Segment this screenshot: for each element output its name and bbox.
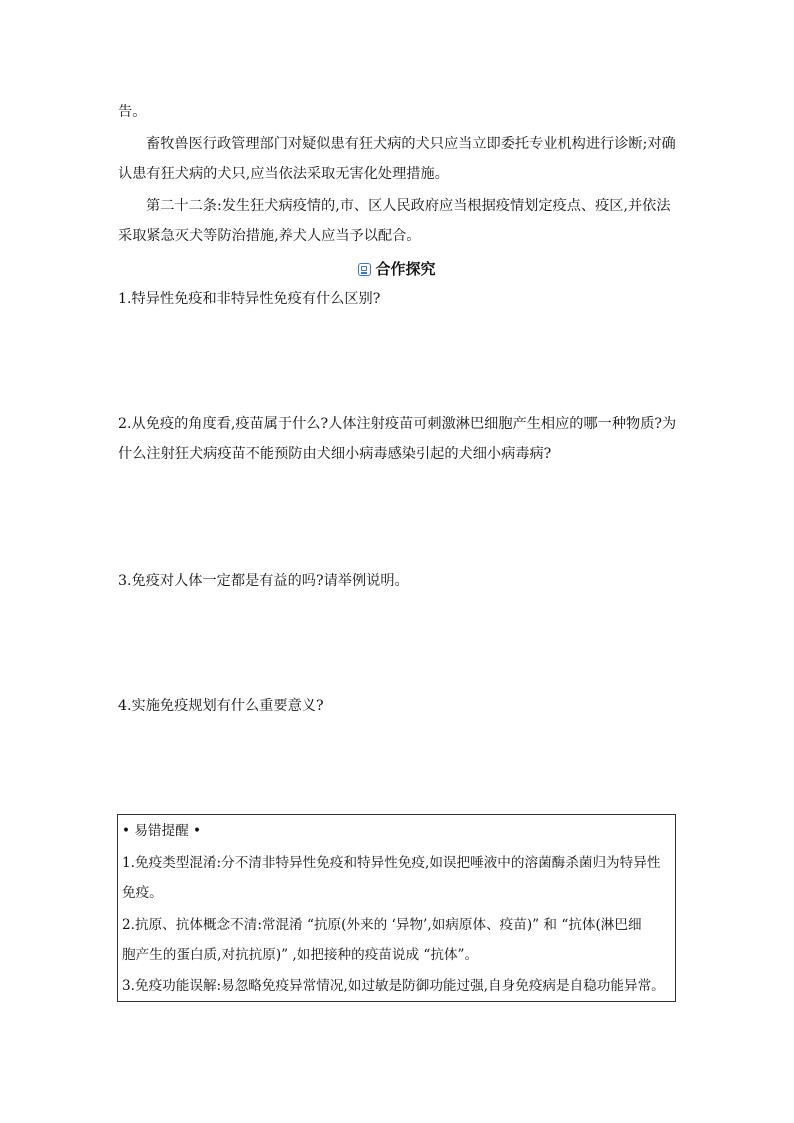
question-2-line-1: 2.从免疫的角度看,疫苗属于什么?人体注射疫苗可刺激淋巴细胞产生相应的哪一种物质?为 <box>118 416 677 432</box>
section-title <box>0 259 794 279</box>
error-tip-3: 3.免疫功能误解:易忽略免疫异常情况,如过敏是防御功能过强,自身免疫病是自稳功能异常。 <box>122 978 665 994</box>
intro-paragraph-3-line-2: 采取紧急灭犬等防治措施,养犬人应当予以配合。 <box>118 228 421 244</box>
error-tip-2-line-2: 胞产生的蛋白质,对抗抗原)” ,如把接种的疫苗说成 “抗体”。 <box>122 947 479 963</box>
error-tips-box <box>117 814 676 1002</box>
question-2-line-2: 什么注射狂犬病疫苗不能预防由犬细小病毒感染引起的犬细小病毒病? <box>118 446 552 462</box>
error-tip-1-line-2: 免疫。 <box>122 885 163 901</box>
intro-line-continuation: 告。 <box>118 104 147 120</box>
error-tips-heading: • 易错提醒 • <box>122 823 202 839</box>
section-title-text: 合作探究 <box>375 260 436 278</box>
intro-paragraph-2-line-1: 畜牧兽医行政管理部门对疑似患有狂犬病的犬只应当立即委托专业机构进行诊断;对确 <box>146 136 676 152</box>
intro-paragraph-2-line-2: 认患有狂犬病的犬只,应当依法采取无害化处理措施。 <box>118 166 449 182</box>
question-4: 4.实施免疫规划有什么重要意义? <box>118 698 324 714</box>
question-3: 3.免疫对人体一定都是有益的吗?请举例说明。 <box>118 573 409 589</box>
error-tip-2-line-1: 2.抗原、抗体概念不清:常混淆 “抗原(外来的 ‘异物’,如病原体、疫苗)” 和 “抗体(淋巴细 <box>122 917 642 933</box>
notebook-icon <box>358 263 371 276</box>
error-tip-1-line-1: 1.免疫类型混淆:分不清非特异性免疫和特异性免疫,如误把唾液中的溶菌酶杀菌归为特异性 <box>122 855 661 871</box>
intro-paragraph-3-line-1: 第二十二条:发生狂犬病疫情的,市、区人民政府应当根据疫情划定疫点、疫区,并依法 <box>146 198 671 214</box>
question-1: 1.特异性免疫和非特异性免疫有什么区别? <box>118 291 381 307</box>
